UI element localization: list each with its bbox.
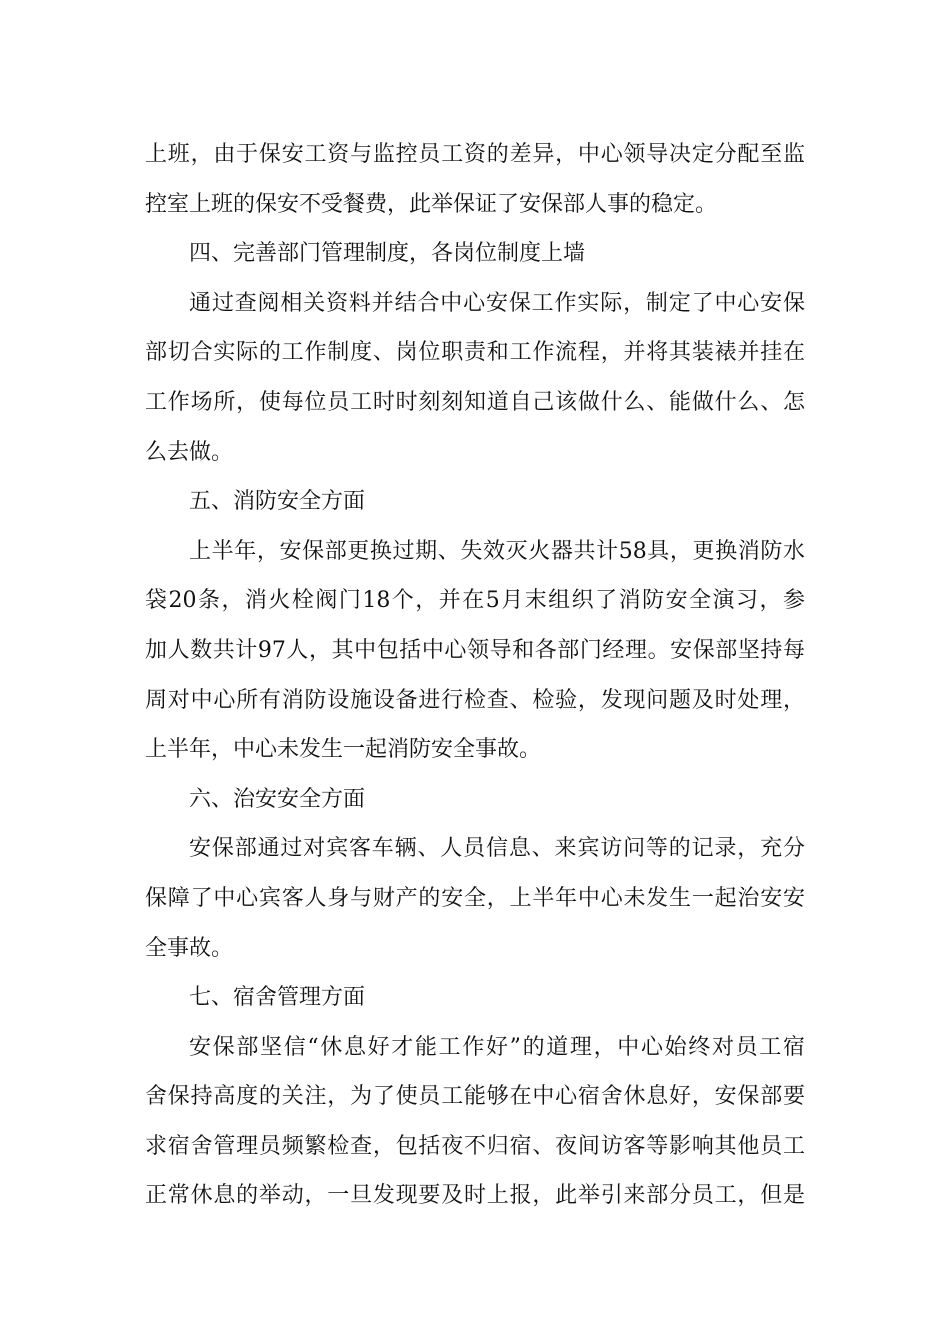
section-heading: 五、消防安全方面 xyxy=(189,489,366,515)
paragraph-line: 控室上班的保安不受餐费，此举保证了安保部人事的稳定。 xyxy=(145,191,718,217)
paragraph-line: 加人数共计97人，其中包括中心领导和各部门经理。安保部坚持每 xyxy=(145,637,805,663)
paragraph-line: 正常休息的举动，一旦发现要及时上报，此举引来部分员工，但是 xyxy=(145,1183,805,1209)
paragraph-line: 安保部通过对宾客车辆、人员信息、来宾访问等的记录，充分 xyxy=(189,836,805,862)
section-heading: 七、宿舍管理方面 xyxy=(189,985,366,1011)
section-heading: 六、治安安全方面 xyxy=(189,786,366,812)
paragraph-line: 全事故。 xyxy=(145,935,234,961)
section-heading: 四、完善部门管理制度，各岗位制度上墙 xyxy=(189,241,586,267)
paragraph-line: 安保部坚信“休息好才能工作好”的道理，中心始终对员工宿 xyxy=(189,1034,805,1060)
paragraph-line: 上半年，安保部更换过期、失效灭火器共计58具，更换消防水 xyxy=(189,538,805,564)
body-text xyxy=(145,130,805,1221)
paragraph-line: 保障了中心宾客人身与财产的安全，上半年中心未发生一起治安安 xyxy=(145,885,805,911)
paragraph-line: 周对中心所有消防设施设备进行检查、检验，发现问题及时处理， xyxy=(145,687,805,713)
paragraph-line: 舍保持高度的关注，为了使员工能够在中心宿舍休息好，安保部要 xyxy=(145,1084,805,1110)
paragraph-line: 部切合实际的工作制度、岗位职责和工作流程，并将其装裱并挂在 xyxy=(145,340,805,366)
paragraph-line: 求宿舍管理员频繁检查，包括夜不归宿、夜间访客等影响其他员工 xyxy=(145,1133,805,1159)
paragraph-line: 工作场所，使每位员工时时刻刻知道自己该做什么、能做什么、怎 xyxy=(145,389,805,415)
paragraph-line: 上半年，中心未发生一起消防安全事故。 xyxy=(145,737,542,763)
paragraph-line: 么去做。 xyxy=(145,439,234,465)
paragraph-line: 上班，由于保安工资与监控员工资的差异，中心领导决定分配至监 xyxy=(145,142,805,167)
paragraph-line: 通过查阅相关资料并结合中心安保工作实际，制定了中心安保 xyxy=(189,290,805,316)
paragraph-line: 袋20条，消火栓阀门18个，并在5月末组织了消防安全演习，参 xyxy=(145,588,805,614)
